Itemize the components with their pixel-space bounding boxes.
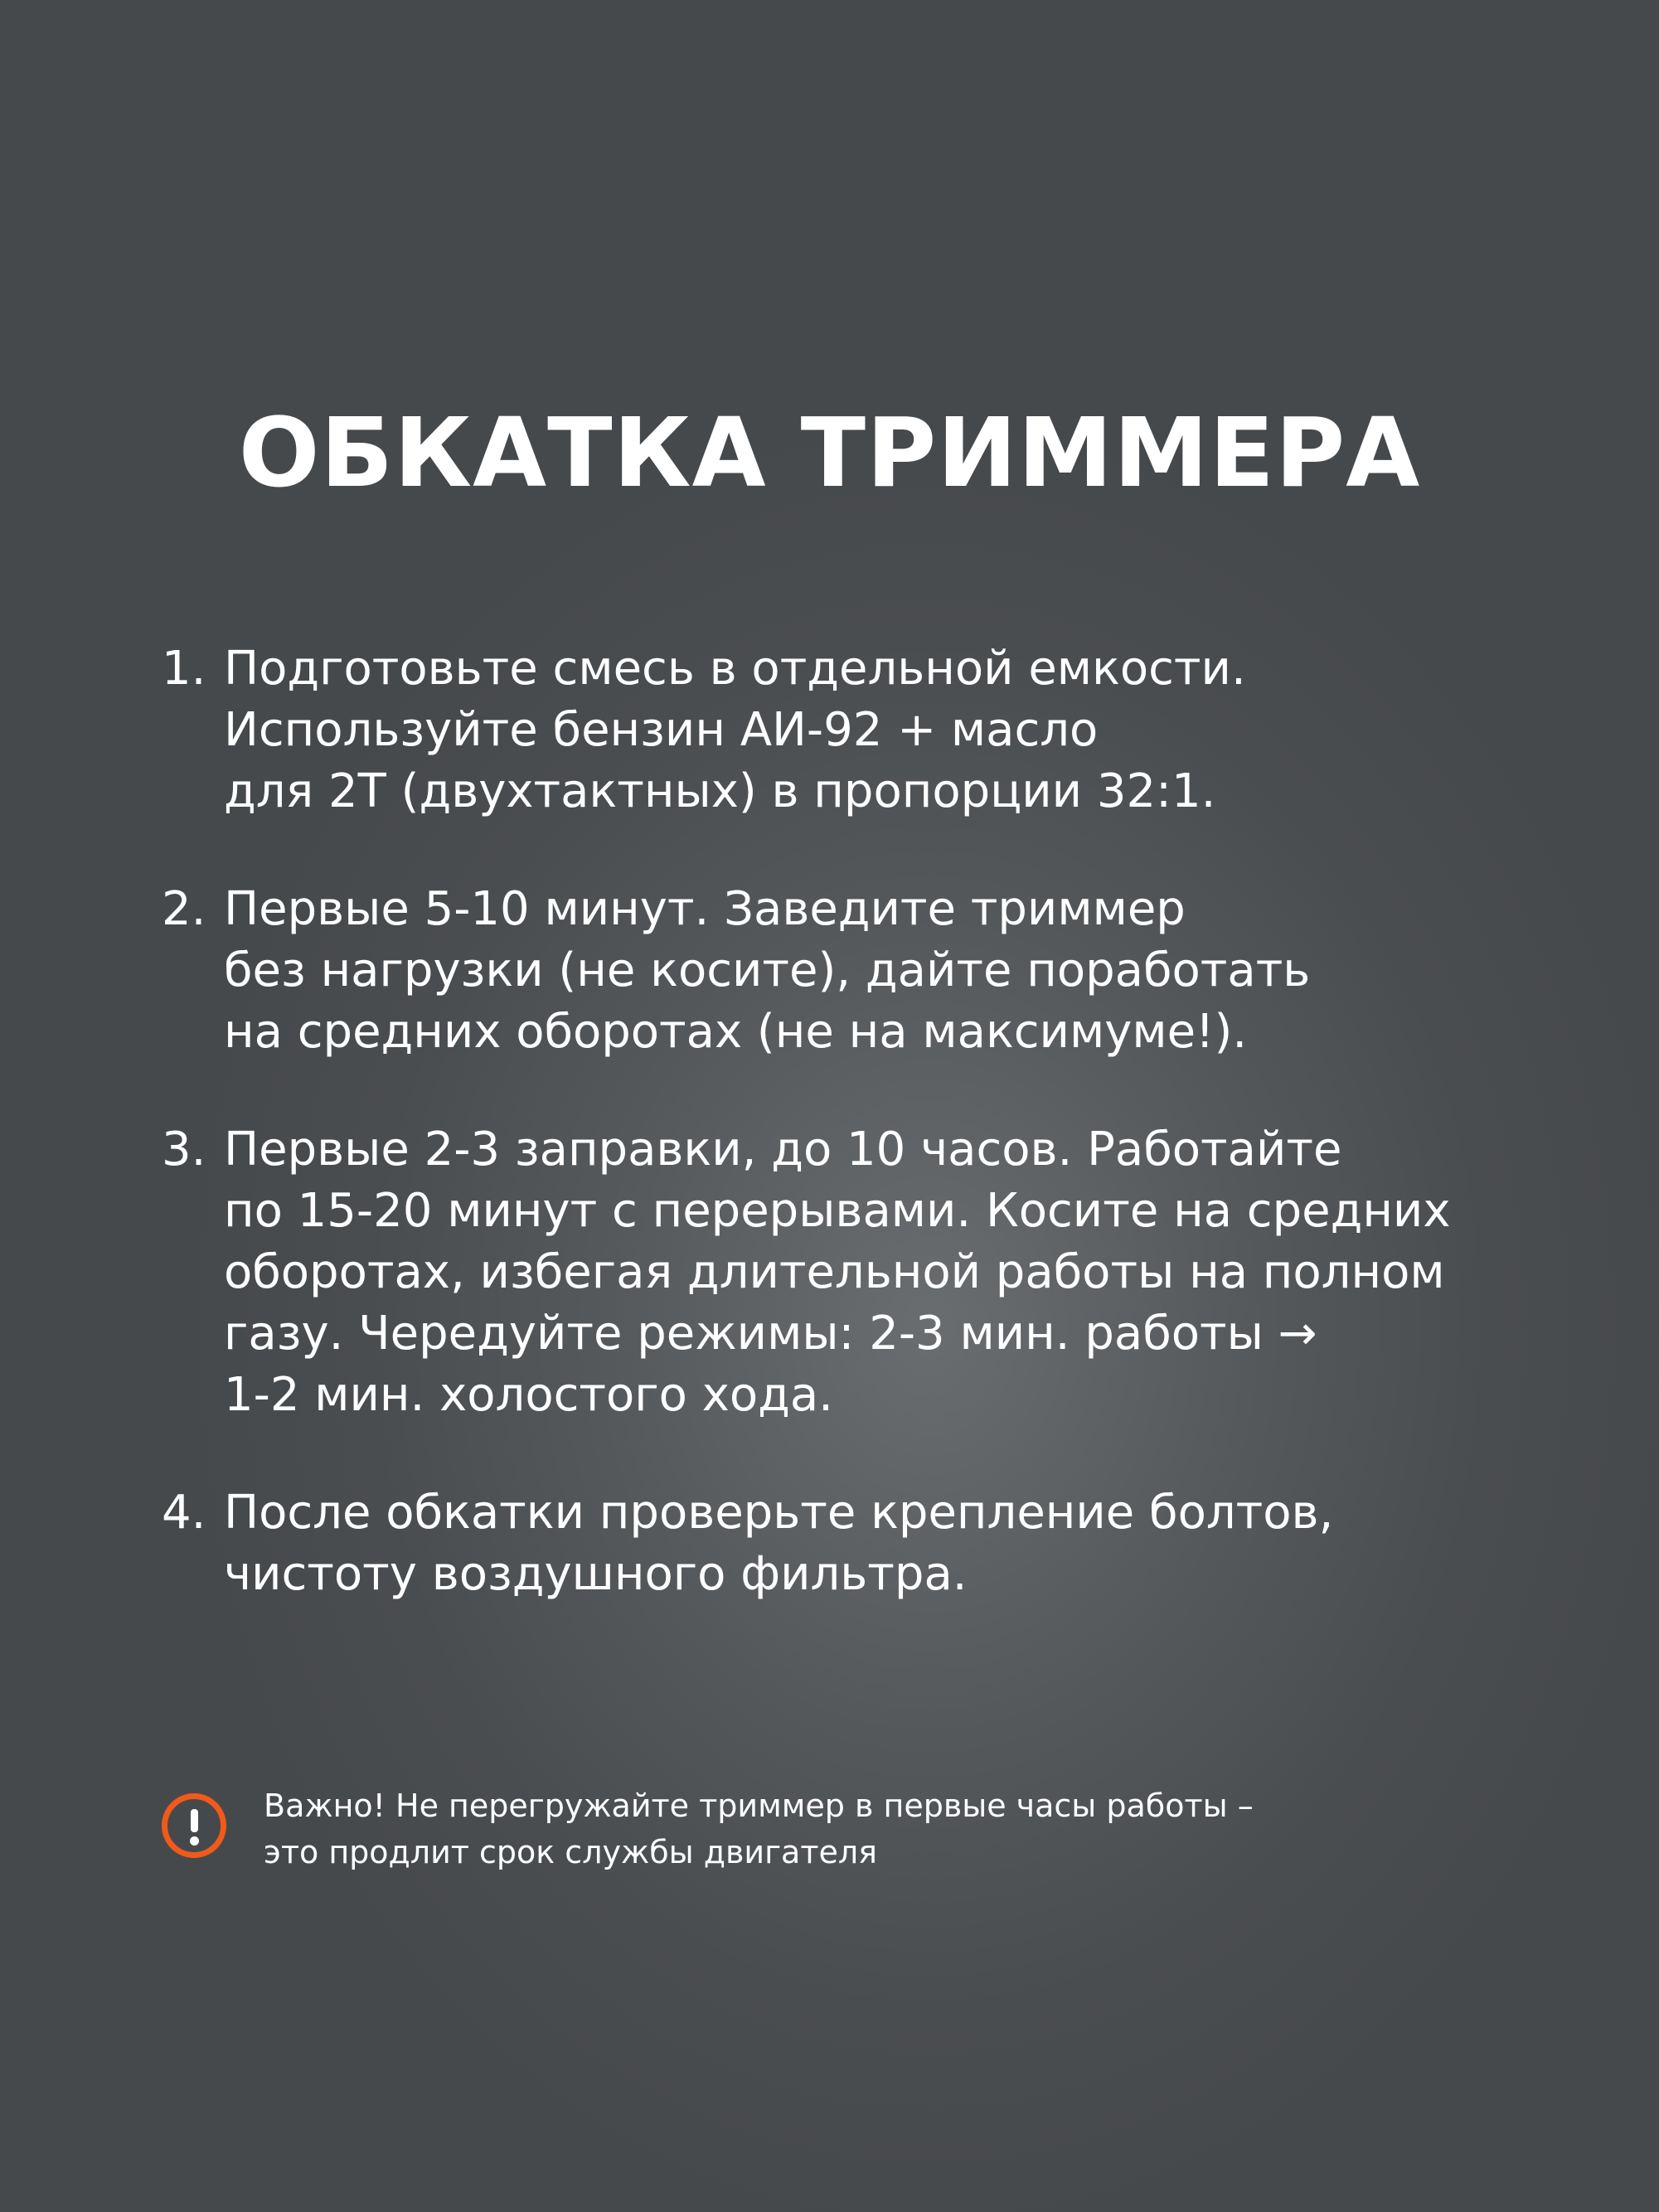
step-text-line: по 15-20 минут с перерывами. Косите на средних bbox=[224, 1184, 1451, 1238]
instruction-steps bbox=[162, 638, 1588, 1661]
step-2 bbox=[162, 879, 1588, 1063]
step-number: 2. bbox=[162, 882, 206, 936]
step-text-line: 1-2 мин. холостого хода. bbox=[224, 1368, 833, 1422]
step-text-line: на средних оборотах (не на максимуме!). bbox=[224, 1005, 1248, 1059]
step-text-line: После обкатки проверьте крепление болтов, bbox=[224, 1486, 1334, 1540]
step-1 bbox=[162, 638, 1588, 822]
note-text bbox=[264, 1783, 1254, 1875]
step-text-line: для 2Т (двухтактных) в пропорции 32:1. bbox=[224, 764, 1216, 818]
step-text-line: Подготовьте смесь в отдельной емкости. bbox=[224, 642, 1246, 696]
note-line: Важно! Не перегружайте триммер в первые часы работы – bbox=[264, 1788, 1254, 1824]
page-title: ОБКАТКА ТРИММЕРА bbox=[238, 398, 1421, 510]
note-line: это продлит срок службы двигателя bbox=[264, 1834, 877, 1870]
step-text-line: Первые 5-10 минут. Заведите триммер bbox=[224, 882, 1186, 936]
step-text-line: Первые 2-3 заправки, до 10 часов. Работайте bbox=[224, 1123, 1342, 1176]
step-text-line: газу. Чередуйте режимы: 2-3 мин. работы → bbox=[224, 1307, 1317, 1361]
step-text-line: оборотах, избегая длительной работы на полном bbox=[224, 1245, 1445, 1299]
step-number: 1. bbox=[162, 642, 206, 696]
step-number: 4. bbox=[162, 1486, 206, 1540]
step-4 bbox=[162, 1482, 1588, 1605]
step-text-line: чистоту воздушного фильтра. bbox=[224, 1547, 968, 1601]
step-number: 3. bbox=[162, 1123, 206, 1176]
step-3 bbox=[162, 1119, 1588, 1426]
important-note bbox=[162, 1783, 1405, 1882]
step-text-line: без нагрузки (не косите), дайте поработать bbox=[224, 943, 1311, 997]
step-text-line: Используйте бензин АИ-92 + масло bbox=[224, 703, 1099, 757]
warning-exclamation-icon bbox=[162, 1793, 226, 1858]
